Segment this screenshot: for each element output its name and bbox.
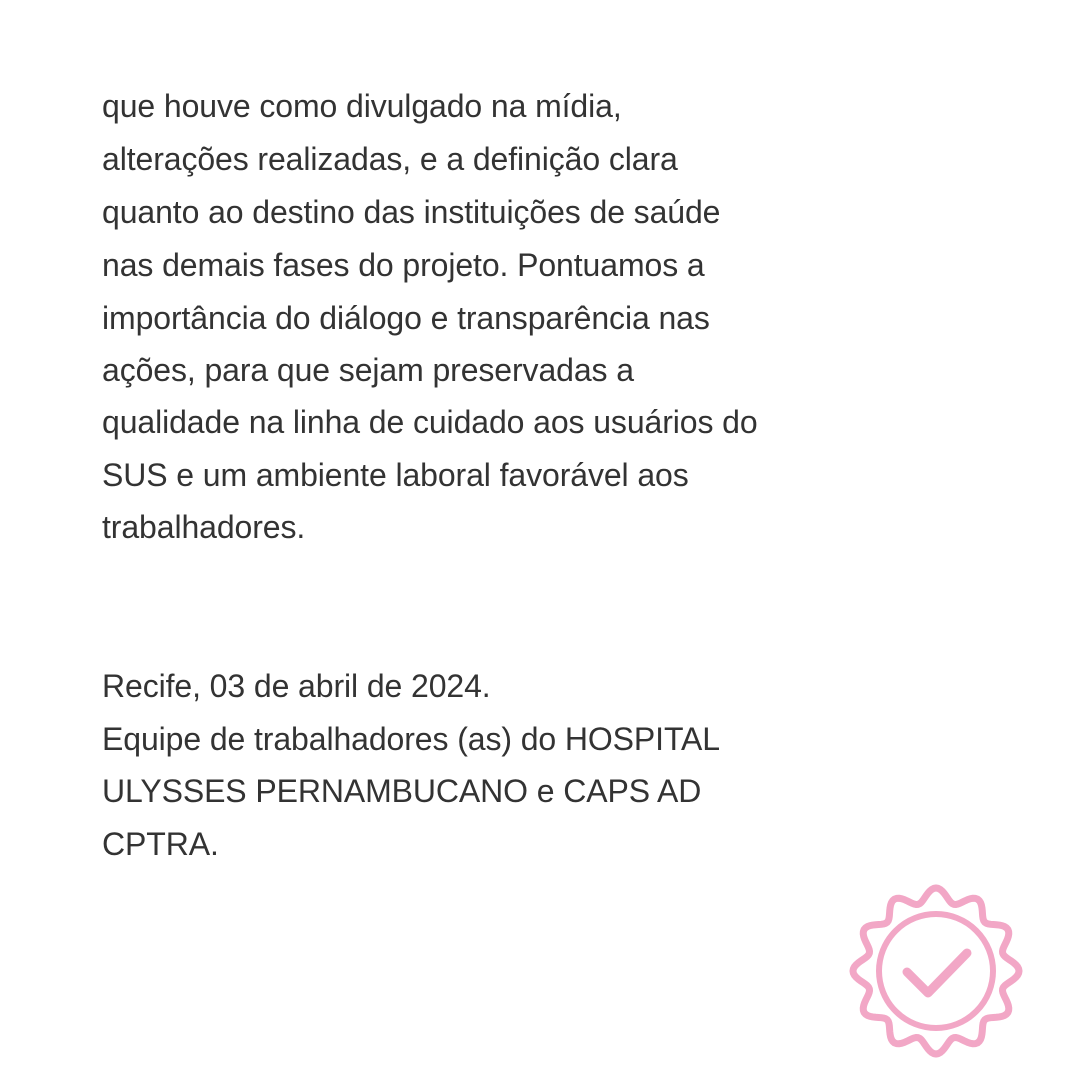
- signature-team-line-1: Equipe de trabalhadores (as) do HOSPITAL: [102, 721, 720, 757]
- seal-inner-ring: [879, 914, 993, 1028]
- paragraph-line-3: quanto ao destino das instituições de saúde: [102, 194, 721, 230]
- signature-team-line-2: ULYSSES PERNAMBUCANO e CAPS AD: [102, 773, 702, 809]
- seal-checkmark: [907, 953, 967, 993]
- paragraph-line-5: importância do diálogo e transparência nas: [102, 300, 710, 336]
- paragraph-line-2: alterações realizadas, e a definição clara: [102, 141, 678, 177]
- paragraph-line-6: ações, para que sejam preservadas a: [102, 352, 634, 388]
- paragraph-line-9: trabalhadores.: [102, 509, 306, 545]
- signature-team-line-3: CPTRA.: [102, 826, 219, 862]
- signature-date-line: Recife, 03 de abril de 2024.: [102, 668, 491, 704]
- paragraph-line-8: SUS e um ambiente laboral favorável aos: [102, 457, 689, 493]
- paragraph-line-1: que houve como divulgado na mídia,: [102, 88, 622, 124]
- paragraph-line-4: nas demais fases do projeto. Pontuamos a: [102, 247, 705, 283]
- verified-seal-checkmark-icon: [845, 880, 1027, 1062]
- paragraph-line-7: qualidade na linha de cuidado aos usuários do: [102, 404, 758, 440]
